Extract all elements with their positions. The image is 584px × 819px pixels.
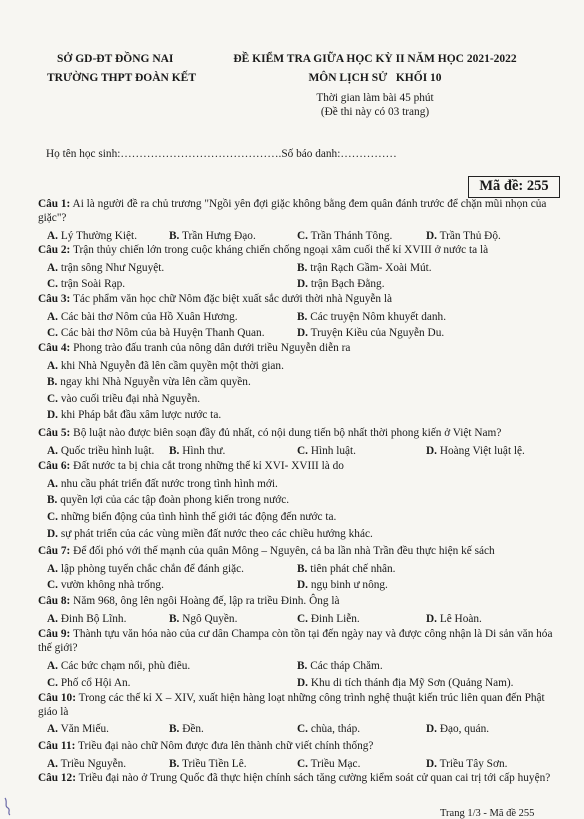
option-key: C. — [47, 579, 58, 591]
answer-option — [47, 723, 109, 736]
option-text: khi Pháp bắt đầu xâm lược nước ta. — [60, 409, 222, 421]
pages-note: (Đề thi này có 03 trang) — [320, 106, 430, 118]
option-text: Quốc triều hình luật. — [60, 445, 155, 457]
answer-option — [47, 677, 130, 690]
question-text: Đất nước ta bị chia cắt trong những thế kỉ XVI- XVIII là do — [73, 460, 344, 472]
option-key: B. — [169, 230, 180, 242]
option-key: A. — [47, 613, 58, 625]
option-key: B. — [297, 311, 308, 323]
answer-option — [47, 311, 238, 324]
option-key: D. — [297, 278, 308, 290]
option-text: Đinh Bộ Lĩnh. — [60, 613, 127, 625]
question-text: Ai là người đề ra chủ trương "Ngồi yên đợi giặc không bằng đem quân đánh trước để chặn mũi nhọn của giặc"? — [38, 198, 547, 224]
answer-option — [47, 327, 265, 340]
option-key: C. — [297, 758, 308, 770]
question-text: Để đối phó với thế mạnh của quân Mông – Nguyên, cả ba lần nhà Trần đều thực hiện kế sách — [73, 545, 495, 557]
answer-option — [47, 511, 336, 524]
option-text: khi Nhà Nguyễn đã lên cầm quyền một thời gian. — [60, 360, 284, 372]
question-3 — [38, 293, 558, 307]
answer-option — [47, 528, 373, 541]
option-text: Triều Nguyễn. — [60, 758, 127, 770]
option-text: Khu di tích thánh địa Mỹ Sơn (Quảng Nam). — [310, 677, 514, 689]
option-key: A. — [47, 262, 58, 274]
option-key: C. — [47, 511, 58, 523]
question-11 — [38, 740, 558, 754]
option-text: Hoàng Việt luật lệ. — [439, 445, 525, 457]
option-key: D. — [47, 528, 58, 540]
question-text: Triều đại nào chữ Nôm được đưa lên thành chữ viết chính thống? — [77, 740, 374, 752]
answer-option — [426, 723, 489, 736]
answer-option — [297, 613, 360, 626]
option-text: Văn Miếu. — [60, 723, 109, 735]
answer-option — [47, 376, 251, 389]
answer-option — [47, 579, 164, 592]
option-key: B. — [169, 758, 180, 770]
answer-option — [47, 613, 126, 626]
question-text: Triều đại nào ở Trung Quốc đã thực hiện chính sách tăng cường kiểm soát cử quan cai trị tới cấp huyện? — [78, 772, 551, 784]
option-text: Các tháp Chăm. — [310, 660, 383, 672]
option-key: A. — [47, 758, 58, 770]
question-text: Bộ luật nào được biên soạn đầy đủ nhất, có nội dung tiến bộ nhất thời phong kiến ở Việt Nam? — [73, 427, 502, 439]
answer-option — [297, 723, 360, 736]
option-text: Hình luật. — [310, 445, 356, 457]
answer-option — [47, 262, 164, 275]
option-text: Đền. — [182, 723, 204, 735]
student-info-line: Họ tên học sinh:…………………………………….Số báo danh:…………… — [46, 148, 397, 160]
answer-option — [426, 758, 507, 771]
question-7 — [38, 545, 558, 559]
answer-option — [47, 494, 289, 507]
option-key: C. — [47, 393, 58, 405]
option-key: B. — [169, 613, 180, 625]
option-text: Trần Thánh Tông. — [310, 230, 393, 242]
option-key: B. — [169, 723, 180, 735]
option-key: D. — [426, 723, 437, 735]
page-footer: Trang 1/3 - Mã đề 255 — [440, 808, 535, 819]
option-key: D. — [297, 677, 308, 689]
option-key: C. — [297, 230, 308, 242]
pen-mark — [2, 796, 16, 816]
question-label: Câu 2: — [38, 244, 71, 256]
option-text: vườn không nhà trống. — [60, 579, 164, 591]
option-text: Triều Tây Sơn. — [439, 758, 508, 770]
option-key: B. — [47, 494, 58, 506]
answer-option — [297, 563, 396, 576]
answer-option — [47, 278, 125, 291]
question-text: Năm 968, ông lên ngôi Hoàng đế, lập ra triều Đinh. Ông là — [73, 595, 340, 607]
option-text: trận Bạch Đằng. — [310, 278, 385, 290]
option-text: Lý Thường Kiệt. — [60, 230, 138, 242]
answer-option — [47, 758, 126, 771]
option-key: D. — [426, 230, 437, 242]
option-text: ngay khi Nhà Nguyễn vừa lên cầm quyền. — [60, 376, 251, 388]
answer-option — [297, 262, 432, 275]
answer-option — [297, 660, 383, 673]
question-label: Câu 3: — [38, 293, 71, 305]
option-text: ngụ binh ư nông. — [310, 579, 388, 591]
option-text: Các bức chạm nổi, phù điêu. — [60, 660, 191, 672]
option-text: lập phòng tuyến chắc chắn để đánh giặc. — [60, 563, 245, 575]
option-text: những biến động của tình hình thế giới tác động đến nước ta. — [60, 511, 337, 523]
question-4 — [38, 342, 558, 356]
question-label: Câu 6: — [38, 460, 71, 472]
question-label: Câu 10: — [38, 692, 76, 704]
question-text: Trong các thế kỉ X – XIV, xuất hiện hàng loạt những công trình nghệ thuật kiến trúc liên quan đến Phật giáo là — [38, 692, 545, 718]
exam-title: ĐỀ KIỂM TRA GIỮA HỌC KỲ II NĂM HỌC 2021-2022 — [233, 53, 517, 65]
question-label: Câu 9: — [38, 628, 71, 640]
option-text: Đinh Liễn. — [310, 613, 360, 625]
option-key: D. — [297, 579, 308, 591]
question-5 — [38, 427, 558, 441]
answer-option — [297, 230, 392, 243]
option-key: B. — [297, 660, 308, 672]
option-text: tiên phát chế nhân. — [310, 563, 396, 575]
answer-option — [297, 445, 356, 458]
question-10 — [38, 692, 558, 719]
option-key: A. — [47, 723, 58, 735]
question-6 — [38, 460, 558, 474]
question-text: Thành tựu văn hóa nào của cư dân Champa còn tồn tại đến ngày nay và được công nhận là Di sản văn hóa thế giới? — [38, 628, 553, 654]
answer-option — [297, 311, 446, 324]
answer-option — [169, 723, 204, 736]
option-text: sự phát triển của các vùng miền đất nước theo các chiều hướng khác. — [60, 528, 373, 540]
option-key: A. — [47, 660, 58, 672]
question-text: Tác phẩm văn học chữ Nôm đặc biệt xuất sắc dưới thời nhà Nguyễn là — [72, 293, 393, 305]
option-text: vào cuối triều đại nhà Nguyễn. — [60, 393, 201, 405]
answer-option — [297, 327, 444, 340]
question-label: Câu 12: — [38, 772, 76, 784]
question-label: Câu 8: — [38, 595, 71, 607]
option-key: C. — [47, 327, 58, 339]
option-key: D. — [426, 613, 437, 625]
option-key: A. — [47, 445, 58, 457]
dept-name: SỞ GD-ĐT ĐỒNG NAI — [57, 53, 174, 65]
option-text: Ngô Quyền. — [182, 613, 238, 625]
answer-option — [47, 409, 221, 422]
answer-option — [169, 230, 256, 243]
answer-option — [297, 579, 388, 592]
option-text: Hình thư. — [182, 445, 226, 457]
option-text: quyền lợi của các tập đoàn phong kiến trong nước. — [60, 494, 290, 506]
option-text: Đạo, quán. — [439, 723, 490, 735]
answer-option — [169, 613, 237, 626]
option-key: D. — [47, 409, 58, 421]
option-key: C. — [47, 677, 58, 689]
answer-option — [47, 478, 278, 491]
option-text: Phố cổ Hội An. — [60, 677, 131, 689]
answer-option — [47, 445, 154, 458]
option-text: trận sông Như Nguyệt. — [60, 262, 165, 274]
option-key: A. — [47, 230, 58, 242]
answer-option — [426, 230, 501, 243]
answer-option — [47, 563, 244, 576]
question-9 — [38, 628, 558, 655]
option-text: nhu cầu phát triển đất nước trong tình hình mới. — [60, 478, 278, 490]
subject-line: MÔN LỊCH SỬ KHỐI 10 — [308, 72, 442, 84]
question-8 — [38, 595, 558, 609]
answer-option — [297, 758, 360, 771]
option-text: chùa, tháp. — [310, 723, 361, 735]
answer-option — [297, 677, 514, 690]
option-key: B. — [169, 445, 180, 457]
option-text: Các bài thơ Nôm của bà Huyện Thanh Quan. — [60, 327, 265, 339]
answer-option — [47, 230, 137, 243]
option-key: D. — [426, 445, 437, 457]
option-text: trận Rạch Gầm- Xoài Mút. — [310, 262, 432, 274]
option-key: C. — [297, 723, 308, 735]
question-text: Trận thủy chiến lớn trong cuộc kháng chiến chống ngoại xâm cuối thế kỉ XVIII ở nước ta là — [72, 244, 489, 256]
answer-option — [47, 660, 190, 673]
duration: Thời gian làm bài 45 phút — [316, 92, 434, 104]
option-key: C. — [297, 445, 308, 457]
option-text: Triều Mạc. — [310, 758, 361, 770]
question-2 — [38, 244, 558, 258]
answer-option — [426, 613, 482, 626]
option-key: D. — [426, 758, 437, 770]
option-key: C. — [47, 278, 58, 290]
exam-code-box: Mã đề: 255 — [468, 176, 560, 198]
option-text: Các truyện Nôm khuyết danh. — [310, 311, 447, 323]
option-text: Lê Hoàn. — [439, 613, 482, 625]
answer-option — [426, 445, 525, 458]
option-text: trận Soài Rạp. — [60, 278, 126, 290]
option-text: Trần Thủ Độ. — [439, 230, 501, 242]
school-name: TRƯỜNG THPT ĐOÀN KẾT — [47, 72, 196, 84]
option-key: C. — [297, 613, 308, 625]
answer-option — [47, 360, 284, 373]
option-text: Triều Tiền Lê. — [181, 758, 247, 770]
option-key: B. — [297, 563, 308, 575]
answer-option — [169, 758, 247, 771]
question-label: Câu 7: — [38, 545, 71, 557]
question-label: Câu 5: — [38, 427, 71, 439]
option-key: A. — [47, 360, 58, 372]
option-key: A. — [47, 311, 58, 323]
option-text: Trần Hưng Đạo. — [181, 230, 256, 242]
option-text: Các bài thơ Nôm của Hồ Xuân Hương. — [60, 311, 238, 323]
question-label: Câu 11: — [38, 740, 76, 752]
answer-option — [47, 393, 200, 406]
question-text: Phong trào đấu tranh của nông dân dưới triều Nguyễn diễn ra — [73, 342, 351, 354]
answer-option — [297, 278, 385, 291]
option-key: A. — [47, 563, 58, 575]
question-label: Câu 4: — [38, 342, 71, 354]
question-label: Câu 1: — [38, 198, 71, 210]
answer-option — [169, 445, 225, 458]
option-key: D. — [297, 327, 308, 339]
option-text: Truyện Kiều của Nguyễn Du. — [310, 327, 445, 339]
option-key: A. — [47, 478, 58, 490]
question-12 — [38, 772, 558, 786]
option-key: B. — [47, 376, 58, 388]
option-key: B. — [297, 262, 308, 274]
question-1 — [38, 198, 558, 225]
